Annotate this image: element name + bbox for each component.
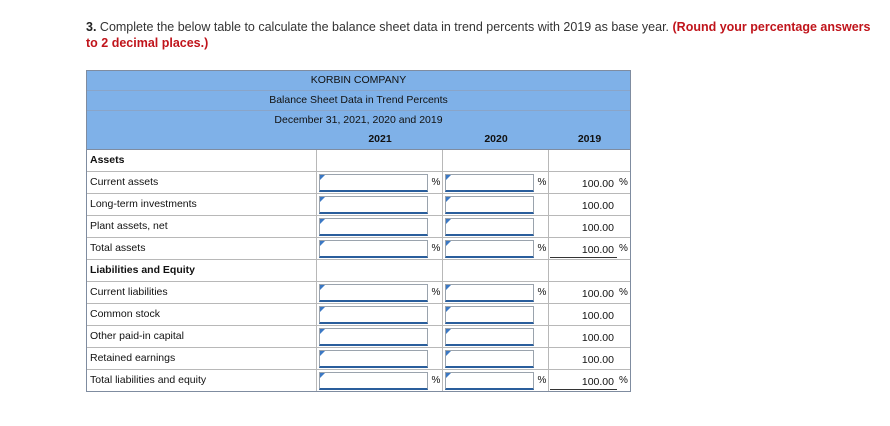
trend-input-2020[interactable] — [445, 240, 534, 258]
trend-input-2021[interactable] — [319, 328, 428, 346]
company-name: KORBIN COMPANY — [87, 71, 630, 91]
percent-sign-2020: % — [537, 375, 547, 386]
trend-input-2021[interactable] — [319, 372, 428, 390]
percent-sign-2019: % — [619, 177, 628, 188]
percent-sign-2019: % — [619, 287, 628, 298]
percent-sign-2020: % — [537, 243, 547, 254]
table-body — [87, 150, 630, 391]
trend-input-2021[interactable] — [319, 306, 428, 324]
percent-sign-2020: % — [537, 287, 547, 298]
trend-input-2021[interactable] — [319, 218, 428, 236]
year-header-2021: 2021 — [368, 133, 392, 145]
trend-input-2020[interactable] — [445, 196, 534, 214]
trend-input-2020[interactable] — [445, 328, 534, 346]
year-header-row — [87, 130, 630, 150]
trend-input-2021[interactable] — [319, 196, 428, 214]
row-label: Current assets — [87, 172, 317, 193]
percent-sign-2019: % — [619, 375, 628, 386]
trend-input-2020[interactable] — [445, 218, 534, 236]
percent-sign-2021: % — [431, 375, 441, 386]
trend-input-2020[interactable] — [445, 284, 534, 302]
percent-sign-2021: % — [431, 243, 441, 254]
percent-sign-2021: % — [431, 287, 441, 298]
table-row — [87, 326, 630, 348]
table-row — [87, 194, 630, 216]
table-row — [87, 172, 630, 194]
trend-input-2020[interactable] — [445, 306, 534, 324]
base-year-value: 100.00 — [581, 288, 614, 300]
base-year-value: 100.00 — [581, 222, 614, 234]
row-label: Retained earnings — [87, 348, 317, 369]
base-year-value: 100.00 — [581, 310, 614, 322]
percent-sign-2021: % — [431, 177, 441, 188]
trend-table — [86, 70, 631, 392]
row-label: Total assets — [87, 238, 317, 259]
row-label: Current liabilities — [87, 282, 317, 303]
trend-input-2021[interactable] — [319, 240, 428, 258]
year-header-2019: 2019 — [577, 133, 602, 145]
row-label: Long-term investments — [87, 194, 317, 215]
table-row — [87, 370, 630, 391]
row-label: Total liabilities and equity — [87, 370, 317, 391]
base-year-value: 100.00 — [550, 240, 617, 258]
trend-input-2021[interactable] — [319, 284, 428, 302]
table-row — [87, 304, 630, 326]
trend-input-2020[interactable] — [445, 350, 534, 368]
row-label: Assets — [87, 150, 317, 171]
question-body: Complete the below table to calculate the balance sheet data in trend percents with 2019 as base year. — [96, 20, 673, 34]
row-label: Common stock — [87, 304, 317, 325]
table-row — [87, 150, 630, 172]
percent-sign-2019: % — [619, 243, 628, 254]
trend-input-2020[interactable] — [445, 372, 534, 390]
table-row — [87, 238, 630, 260]
table-row — [87, 282, 630, 304]
base-year-value: 100.00 — [550, 372, 617, 390]
base-year-value: 100.00 — [581, 178, 614, 190]
trend-input-2020[interactable] — [445, 174, 534, 192]
base-year-value: 100.00 — [581, 200, 614, 212]
trend-input-2021[interactable] — [319, 174, 428, 192]
percent-sign-2020: % — [537, 177, 547, 188]
question-number: 3. — [86, 20, 97, 34]
base-year-value: 100.00 — [581, 354, 614, 366]
year-header-2020: 2020 — [484, 133, 508, 145]
base-year-value: 100.00 — [581, 332, 614, 344]
question-instruction: (Round your percentage answers to 2 decimal places.) — [86, 20, 871, 50]
table-row — [87, 348, 630, 370]
table-row — [87, 260, 630, 282]
question-text — [86, 19, 876, 51]
table-date: December 31, 2021, 2020 and 2019 — [87, 111, 630, 130]
row-label: Other paid-in capital — [87, 326, 317, 347]
table-row — [87, 216, 630, 238]
table-subtitle: Balance Sheet Data in Trend Percents — [87, 91, 630, 111]
row-label: Plant assets, net — [87, 216, 317, 237]
trend-input-2021[interactable] — [319, 350, 428, 368]
row-label: Liabilities and Equity — [87, 260, 317, 281]
